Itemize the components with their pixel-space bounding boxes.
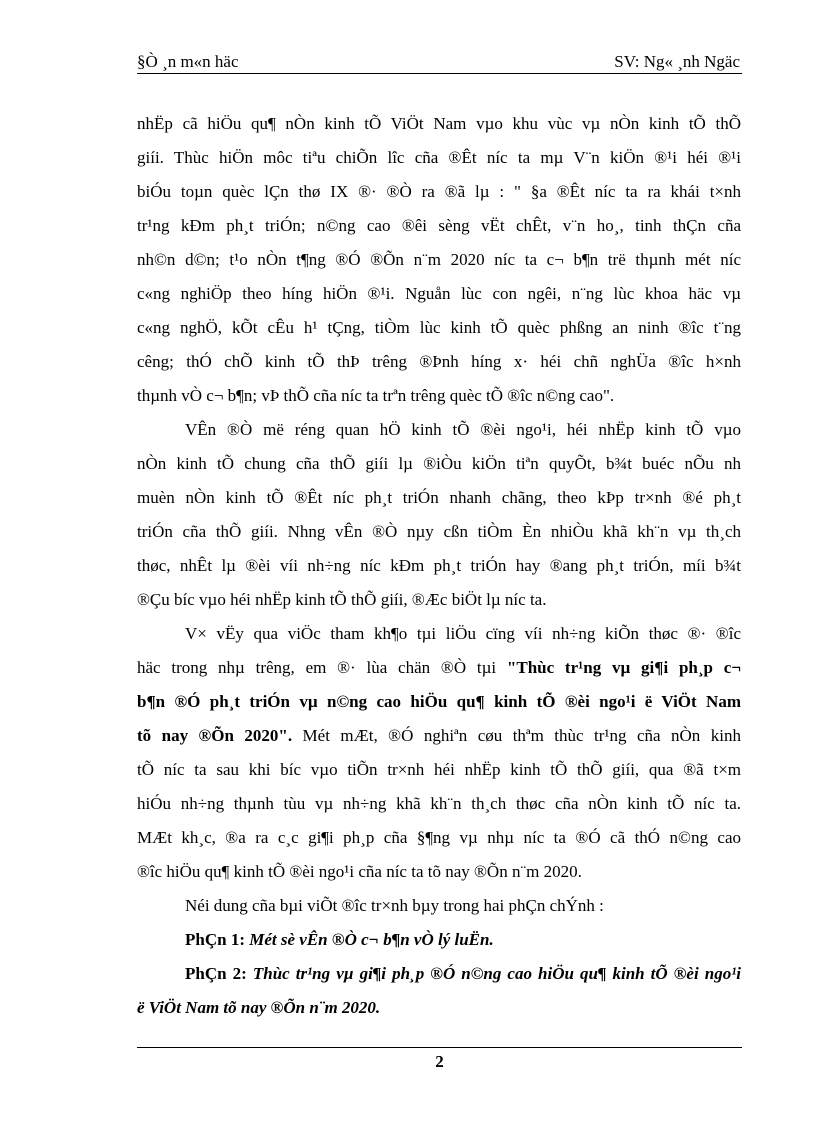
part-1-title: Mét sè vÊn ®Ò c¬ b¶n vÒ lý luËn. — [249, 930, 494, 949]
paragraph-line: nÒn kinh tÕ chung cña thÕ giíi lµ ®iÒu kiÖn tiªn quyÕt, b¾t buéc nÕu nh — [137, 454, 741, 473]
paragraph-line: thøc, nhÊt lµ ®èi víi nh÷ng níc kÐm ph¸t triÓn hay ®ang ph¸t triÓn, míi b¾t — [137, 556, 741, 575]
paragraph-line: biÓu toµn quèc lÇn thø IX ®· ®Ò ra ®ã lµ : " §a ®Êt níc ta ra khái t×nh — [137, 182, 741, 201]
part-1-line — [137, 923, 741, 957]
paragraph-text: häc trong nhµ trêng, em ®· lùa chän ®Ò tµi — [137, 658, 507, 677]
paragraph-line: tr¹ng kÐm ph¸t triÓn; n©ng cao ®êi sèng vËt chÊt, v¨n ho¸, tinh thÇn cña — [137, 216, 741, 235]
header-title: §Ò ¸n m«n häc — [137, 52, 239, 71]
paragraph-line: c«ng nghiÖp theo híng hiÖn ®¹i. Nguån lùc con ngêi, n¨ng lùc khoa häc vµ — [137, 284, 741, 303]
paragraph-line: c«ng nghÖ, kÕt cÊu h¹ tÇng, tiÒm lùc kinh tÕ quèc phßng an ninh ®îc t¨ng — [137, 318, 741, 337]
topic-title-bold: "Thùc tr¹ng vµ gi¶i ph¸p c¬ — [506, 658, 741, 677]
footer-rule — [137, 1047, 742, 1048]
part-1-label: PhÇn 1: — [185, 930, 245, 949]
page-header — [137, 52, 742, 72]
paragraph-text: Mét mÆt, ®Ó nghiªn cøu thªm thùc tr¹ng cña nÒn kinh — [292, 726, 741, 745]
header-student: SV: Ng« ¸nh Ngäc — [614, 52, 740, 71]
paragraph-line: ®Çu bíc vµo héi nhËp kinh tÕ thÕ giíi, ®Æc biÖt lµ níc ta. — [137, 590, 547, 609]
paragraph-line: V× vËy qua viÖc tham kh¶o tµi liÖu cïng víi nh÷ng kiÕn thøc ®· ®îc — [185, 624, 741, 643]
part-2-label: PhÇn 2: — [185, 964, 247, 983]
paragraph-line: ®îc hiÖu qu¶ kinh tÕ ®èi ngo¹i cña níc ta tõ nay ®Õn n¨m 2020. — [137, 862, 582, 881]
paragraph-line: nh©n d©n; t¹o nÒn t¶ng ®Ó ®Õn n¨m 2020 níc ta c¬ b¶n trë thµnh mét níc — [137, 250, 741, 269]
paragraph-line: nhËp cã hiÖu qu¶ nÒn kinh tÕ ViÖt Nam vµo khu vùc vµ nÒn kinh tÕ thÕ — [137, 114, 741, 133]
paragraph-line — [137, 719, 741, 753]
paragraph-line: thµnh vÒ c¬ b¶n; vÞ thÕ cña níc ta trªn trêng quèc tÕ ®îc n©ng cao". — [137, 386, 615, 405]
paragraph-line: Néi dung cña bµi viÕt ®îc tr×nh bµy trong hai phÇn chÝnh : — [185, 896, 604, 915]
header-rule — [137, 73, 742, 74]
paragraph-line: MÆt kh¸c, ®a ra c¸c gi¶i ph¸p cña §¶ng vµ nhµ níc ta ®Ó cã thÓ n©ng cao — [137, 828, 741, 847]
paragraph-line — [137, 651, 741, 685]
paragraph-line: muèn nÒn kinh tÕ ®Êt níc ph¸t triÓn nhanh chãng, theo kÞp tr×nh ®é ph¸t — [137, 488, 741, 507]
part-2-title-cont: ë ViÖt Nam tõ nay ®Õn n¨m 2020. — [137, 998, 381, 1017]
paragraph-line: giíi. Thùc hiÖn môc tiªu chiÕn lîc cña ®Êt níc ta mµ V¨n kiÖn ®¹i héi ®¹i — [137, 148, 741, 167]
paragraph-line: tÕ níc ta sau khi bíc vµo tiÕn tr×nh héi nhËp kinh tÕ thÕ giíi, qua ®ã t×m — [137, 760, 741, 779]
paragraph-line: cêng; thÓ chÕ kinh tÕ thÞ trêng ®Þnh híng x· héi chñ nghÜa ®îc h×nh — [137, 352, 741, 371]
part-2-line — [137, 957, 741, 991]
part-2-title: Thùc tr¹ng vµ gi¶i ph¸p ®Ó n©ng cao hiÖu qu¶ kinh tÕ ®èi ngo¹i — [252, 964, 741, 983]
paragraph-line: triÓn cña thÕ giíi. Nhng vÊn ®Ò nµy cßn tiÒm Èn nhiÒu khã kh¨n vµ th¸ch — [137, 522, 741, 541]
paragraph-line: VÊn ®Ò më réng quan hÖ kinh tÕ ®èi ngo¹i, héi nhËp kinh tÕ vµo — [185, 420, 741, 439]
topic-title-line: b¶n ®Ó ph¸t triÓn vµ n©ng cao hiÖu qu¶ kinh tÕ ®èi ngo¹i ë ViÖt Nam — [137, 692, 741, 711]
topic-title-bold: tõ nay ®Õn 2020". — [137, 726, 293, 745]
page-number: 2 — [435, 1052, 444, 1071]
paragraph-line: hiÓu nh÷ng thµnh tùu vµ nh÷ng khã kh¨n th¸ch thøc cña nÒn kinh tÕ níc ta. — [137, 794, 741, 813]
body-text — [137, 107, 741, 1025]
